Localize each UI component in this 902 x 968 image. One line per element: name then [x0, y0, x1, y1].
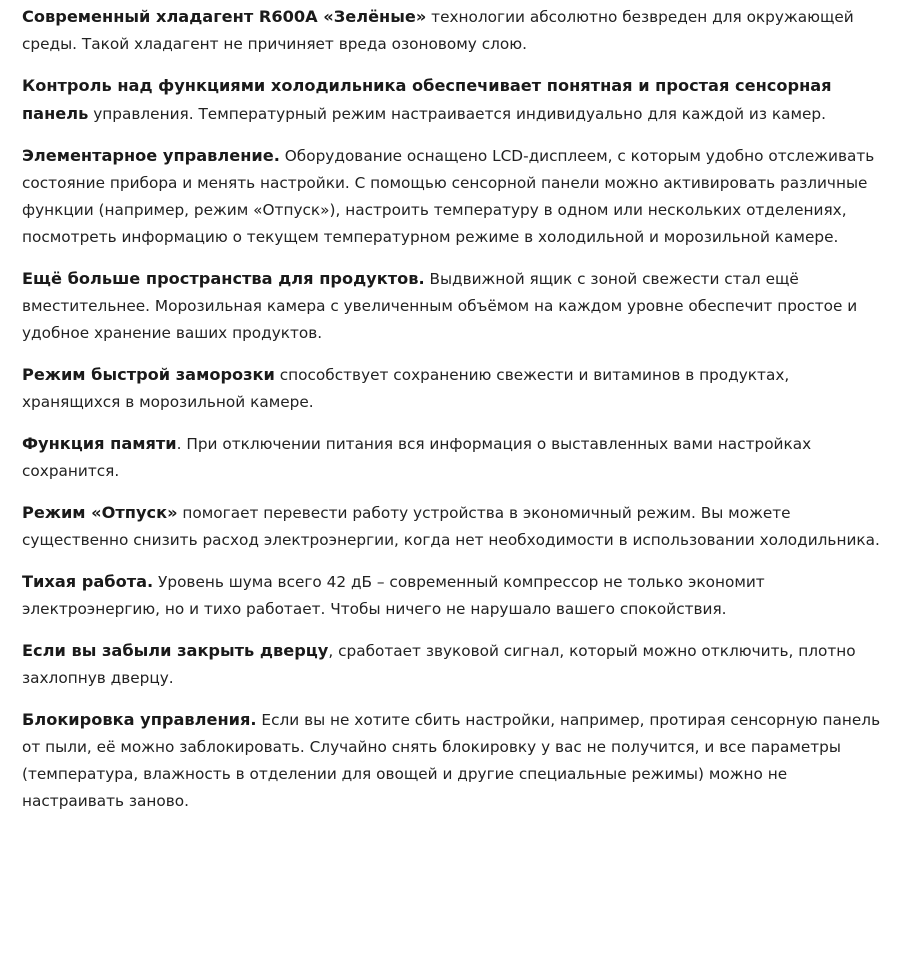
- paragraph-text: Уровень шума всего 42 дБ – современный компрессор не только экономит электроэнергию, но и тихо работает. Чтобы ничего не нарушало вашего спокойствия.: [22, 573, 765, 618]
- paragraph-touch-panel: [22, 72, 890, 128]
- paragraph-heading: Блокировка управления.: [22, 710, 257, 729]
- paragraph-heading: Функция памяти: [22, 434, 177, 453]
- paragraph-heading: Контроль над функциями холодильника обеспечивает понятная и простая сенсорная панель: [22, 76, 832, 123]
- paragraph-fast-freeze: [22, 361, 890, 416]
- paragraph-heading: Тихая работа.: [22, 572, 154, 591]
- paragraph-text: , сработает звуковой сигнал, который можно отключить, плотно захлопнув дверцу.: [22, 642, 856, 687]
- paragraph-heading: Ещё больше пространства для продуктов.: [22, 269, 425, 288]
- paragraph-quiet-operation: [22, 568, 890, 623]
- paragraph-more-space: [22, 265, 890, 347]
- paragraph-text: Выдвижной ящик с зоной свежести стал ещё вместительнее. Морозильная камера с увеличенным объёмом на каждом уровне обеспечит простое и удобное хранение ваших продуктов.: [22, 270, 858, 342]
- paragraph-heading: Режим «Отпуск»: [22, 503, 178, 522]
- paragraph-text: . При отключении питания вся информация о выставленных вами настройках сохранится.: [22, 435, 812, 480]
- paragraph-text: Если вы не хотите сбить настройки, например, протирая сенсорную панель от пыли, её можно заблокировать. Случайно снять блокировку у вас не получится, и все параметры (температура, влажность в отделении для овощей и другие специальные режимы) можно не настраивать заново.: [22, 711, 881, 810]
- paragraph-refrigerant: [22, 3, 890, 58]
- paragraph-heading: Режим быстрой заморозки: [22, 365, 275, 384]
- paragraph-easy-control: [22, 142, 890, 251]
- paragraph-heading: Современный хладагент R600A «Зелёные»: [22, 7, 427, 26]
- paragraph-text: помогает перевести работу устройства в экономичный режим. Вы можете существенно снизить расход электроэнергии, когда нет необходимости в использовании холодильника.: [22, 504, 880, 549]
- paragraph-text: способствует сохранению свежести и витаминов в продуктах, хранящихся в морозильной камере.: [22, 366, 790, 411]
- paragraph-door-alarm: [22, 637, 890, 692]
- paragraph-heading: Элементарное управление.: [22, 146, 280, 165]
- paragraph-memory: [22, 430, 890, 485]
- paragraph-control-lock: [22, 706, 890, 815]
- paragraph-text: Оборудование оснащено LCD-дисплеем, с которым удобно отслеживать состояние прибора и менять настройки. С помощью сенсорной панели можно активировать различные функции (например, режим «Отпуск»), настроить температуру в одном или нескольких отделениях, посмотреть информацию о текущем температурном режиме в холодильной и морозильной камере.: [22, 147, 875, 246]
- paragraph-heading: Если вы забыли закрыть дверцу: [22, 641, 329, 660]
- paragraph-vacation-mode: [22, 499, 890, 554]
- paragraph-text: технологии абсолютно безвреден для окружающей среды. Такой хладагент не причиняет вреда озоновому слою.: [22, 8, 854, 53]
- paragraph-text: управления. Температурный режим настраивается индивидуально для каждой из камер.: [88, 105, 827, 123]
